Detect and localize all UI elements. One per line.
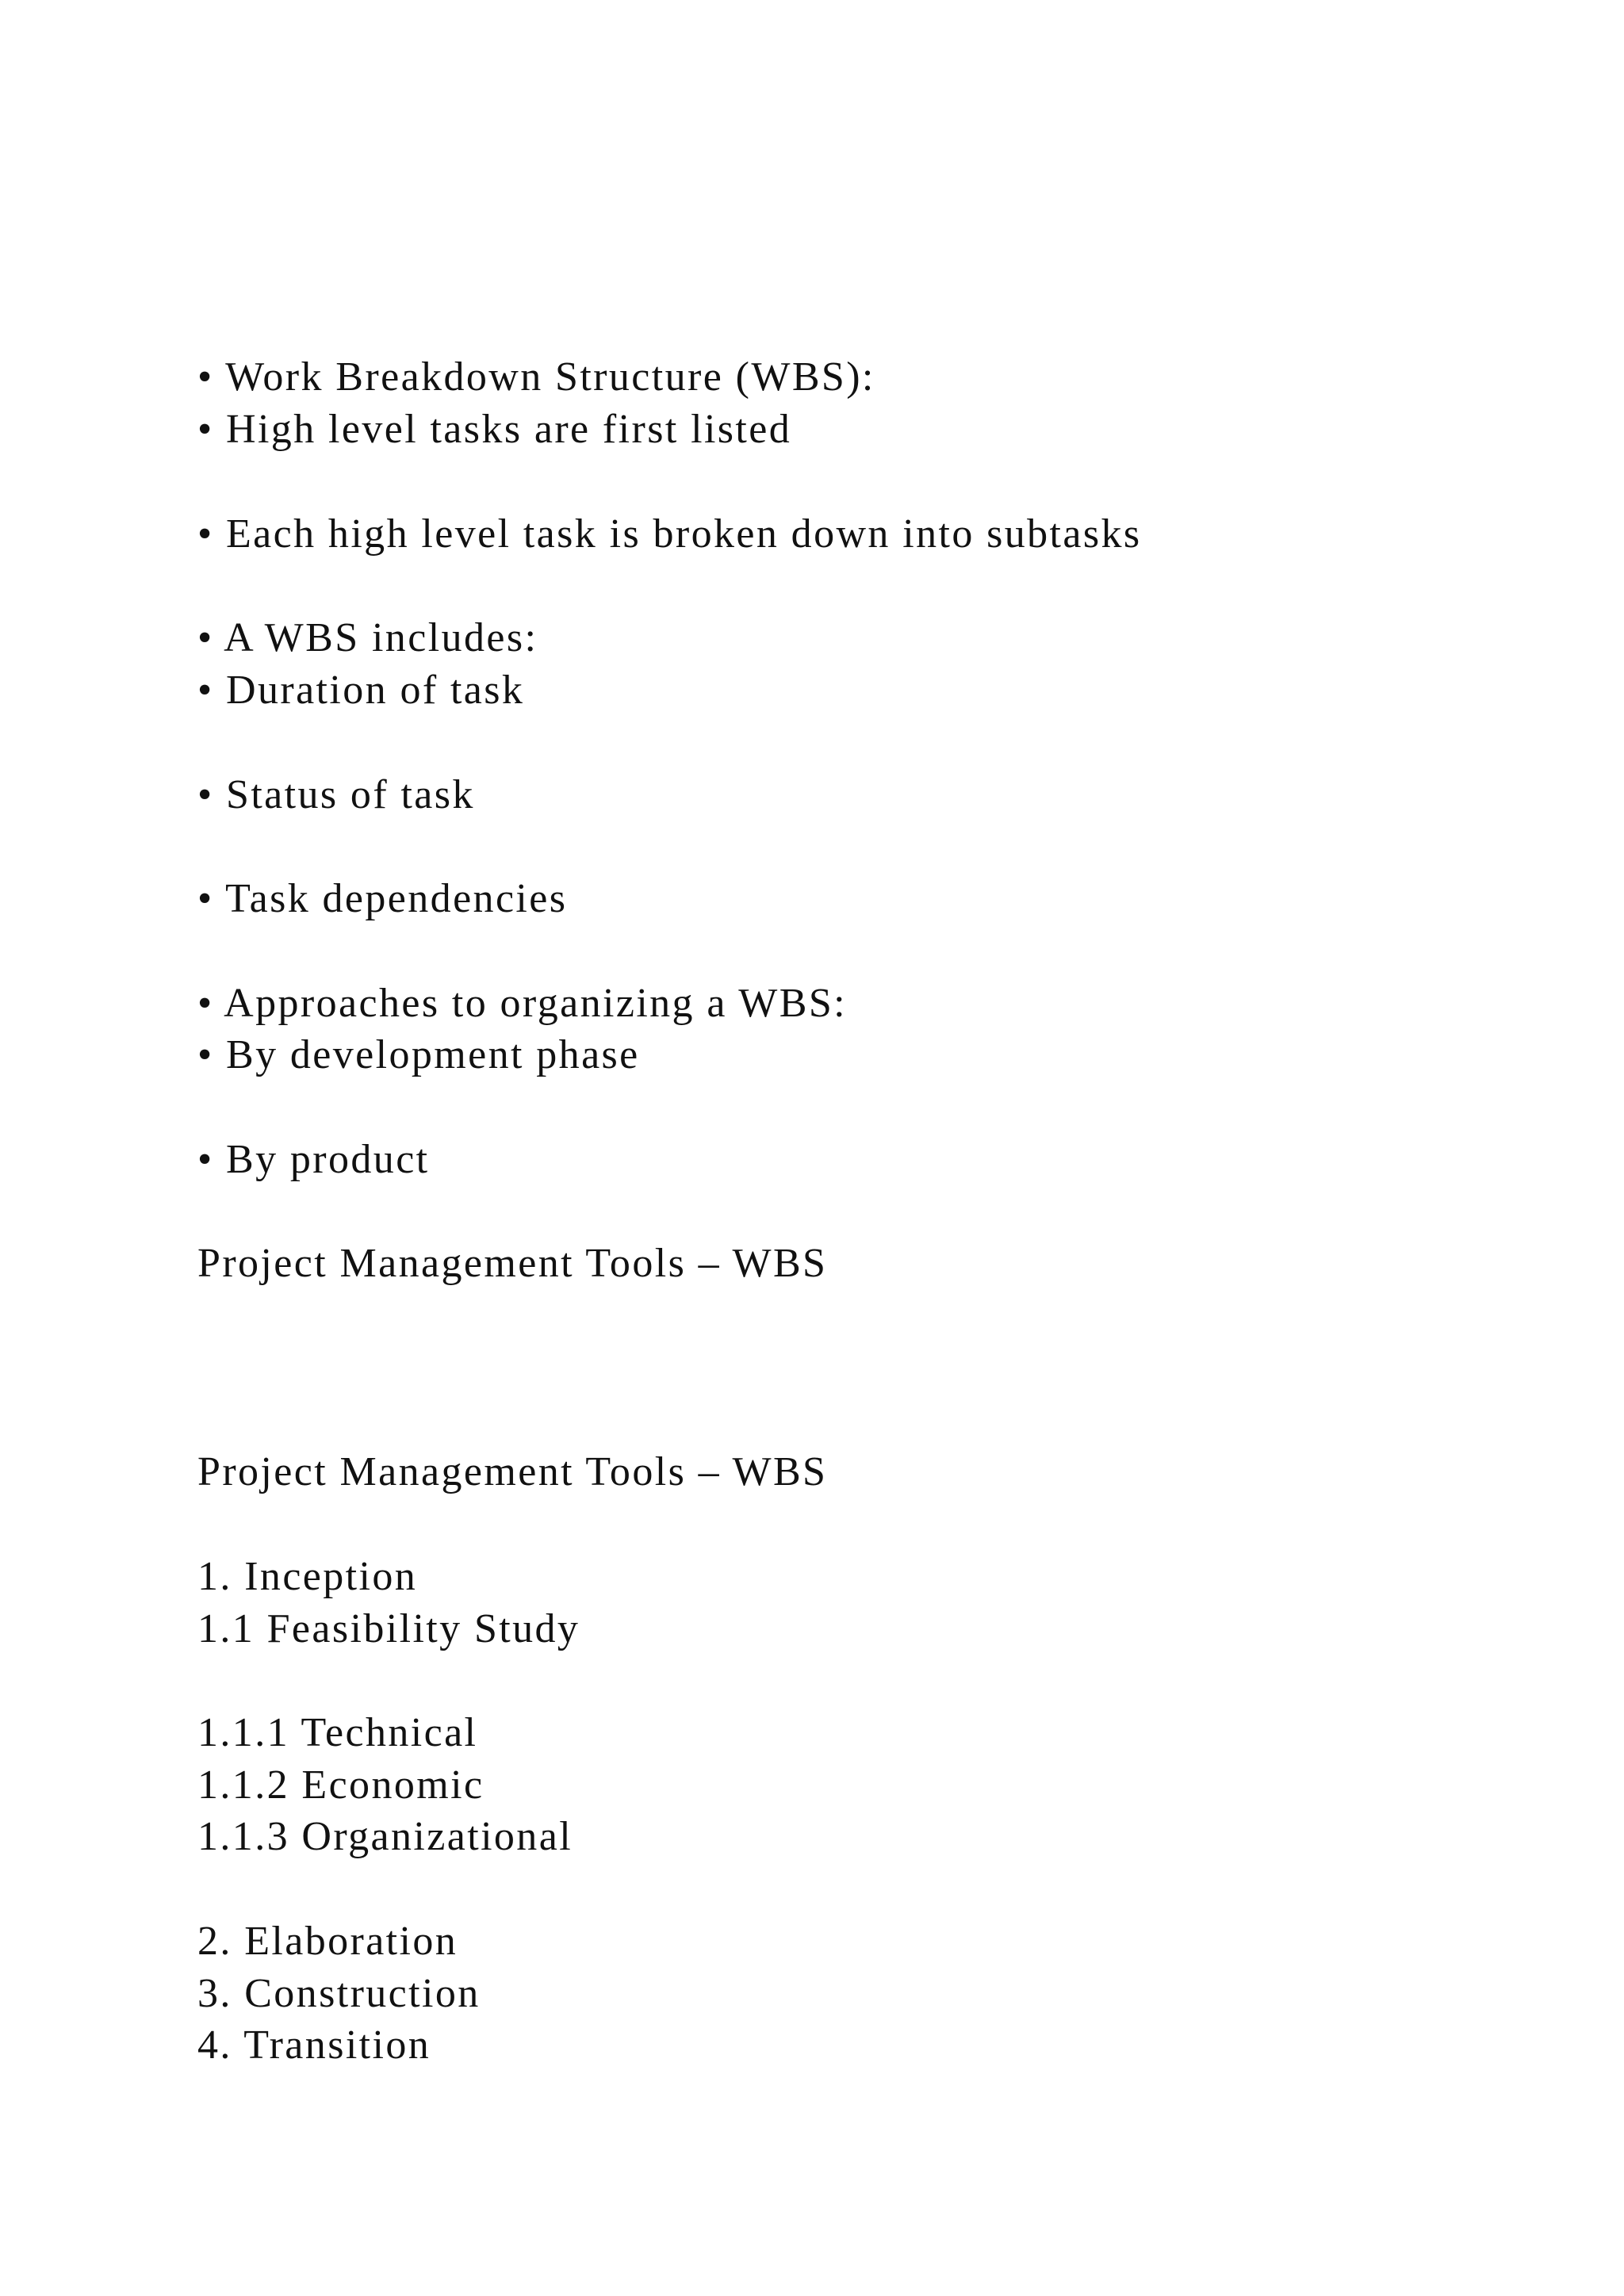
bullet-wbs-includes: • A WBS includes: bbox=[197, 615, 538, 660]
bullet-wbs-heading: • Work Breakdown Structure (WBS): bbox=[197, 354, 875, 400]
wbs-item-elaboration: 2. Elaboration bbox=[197, 1919, 458, 1964]
bullet-by-product: • By product bbox=[197, 1137, 430, 1182]
wbs-item-transition: 4. Transition bbox=[197, 2022, 431, 2068]
section-title-repeat: Project Management Tools – WBS bbox=[197, 1449, 828, 1494]
wbs-item-technical: 1.1.1 Technical bbox=[197, 1710, 478, 1755]
bullet-high-level-tasks: • High level tasks are first listed bbox=[197, 407, 792, 452]
bullet-approaches: • Approaches to organizing a WBS: bbox=[197, 981, 848, 1026]
wbs-item-construction: 3. Construction bbox=[197, 1971, 481, 2016]
wbs-item-organizational: 1.1.3 Organizational bbox=[197, 1814, 573, 1859]
wbs-item-feasibility-study: 1.1 Feasibility Study bbox=[197, 1606, 580, 1651]
bullet-by-phase: • By development phase bbox=[197, 1032, 640, 1077]
bullet-dependencies: • Task dependencies bbox=[197, 876, 568, 921]
section-title: Project Management Tools – WBS bbox=[197, 1241, 828, 1286]
bullet-status: • Status of task bbox=[197, 772, 475, 817]
bullet-subtasks: • Each high level task is broken down into subtasks bbox=[197, 511, 1142, 557]
wbs-item-economic: 1.1.2 Economic bbox=[197, 1762, 485, 1808]
bullet-duration: • Duration of task bbox=[197, 668, 525, 713]
wbs-item-inception: 1. Inception bbox=[197, 1554, 418, 1599]
